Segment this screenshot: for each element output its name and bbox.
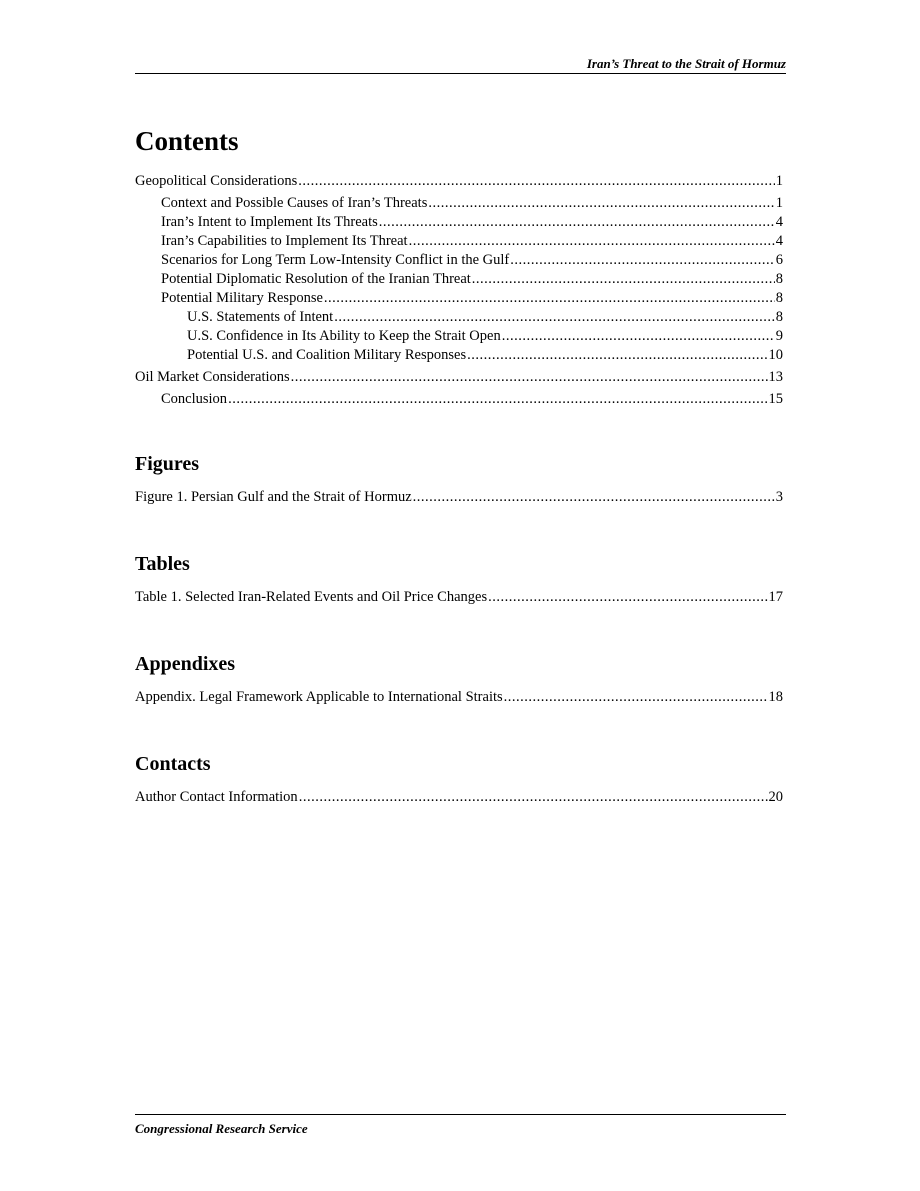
contents-list: [135, 172, 783, 409]
dot-leader: [299, 788, 768, 807]
toc-entry-page: 17: [768, 589, 783, 605]
toc-entry-title: Oil Market Considerations: [135, 369, 290, 385]
dot-leader: [298, 172, 774, 191]
toc-entry-page: 1: [775, 173, 783, 189]
toc-entry-title: Author Contact Information: [135, 789, 298, 805]
toc-entry-table-1[interactable]: [135, 588, 783, 607]
toc-entry-page: 10: [768, 347, 783, 363]
toc-entry-page: 8: [775, 290, 783, 306]
toc-entry-title: Geopolitical Considerations: [135, 173, 298, 189]
toc-entry-irans-capabilities[interactable]: [135, 232, 783, 251]
dot-leader: [510, 251, 774, 270]
toc-entry-title: Conclusion: [161, 391, 228, 407]
toc-entry-geopolitical-considerations[interactable]: [135, 172, 783, 191]
toc-entry-title: Iran’s Intent to Implement Its Threats: [161, 214, 378, 230]
toc-entry-title: Figure 1. Persian Gulf and the Strait of Hormuz: [135, 489, 412, 505]
figures-heading: Figures: [135, 453, 200, 475]
contents-heading: Contents: [135, 126, 239, 156]
toc-entry-title: U.S. Statements of Intent: [187, 309, 334, 325]
toc-entry-title: U.S. Confidence in Its Ability to Keep the Strait Open: [187, 328, 501, 344]
toc-entry-page: 9: [775, 328, 783, 344]
toc-entry-page: 3: [775, 489, 783, 505]
toc-entry-page: 18: [768, 689, 783, 705]
toc-entry-coalition-military-responses[interactable]: [135, 346, 783, 365]
toc-entry-page: 8: [775, 309, 783, 325]
toc-entry-oil-market-considerations[interactable]: [135, 368, 783, 387]
table-of-contents: [135, 124, 783, 807]
running-header: Iran’s Threat to the Strait of Hormuz: [135, 56, 786, 74]
toc-entry-title: Potential U.S. and Coalition Military Responses: [187, 347, 467, 363]
contacts-heading: Contacts: [135, 753, 211, 775]
appendixes-heading: Appendixes: [135, 653, 236, 675]
dot-leader: [504, 688, 768, 707]
toc-entry-scenarios-long-term-conflict[interactable]: [135, 251, 783, 270]
toc-entry-page: 8: [775, 271, 783, 287]
toc-entry-conclusion[interactable]: [135, 390, 783, 409]
tables-list: [135, 588, 783, 607]
figures-list: [135, 488, 783, 507]
toc-entry-diplomatic-resolution[interactable]: [135, 270, 783, 289]
toc-entry-irans-intent[interactable]: [135, 213, 783, 232]
toc-entry-page: 4: [775, 214, 783, 230]
tables-heading: Tables: [135, 553, 190, 575]
dot-leader: [379, 213, 775, 232]
toc-entry-appendix[interactable]: [135, 688, 783, 707]
toc-entry-title: Iran’s Capabilities to Implement Its Threat: [161, 233, 408, 249]
toc-entry-us-statements-of-intent[interactable]: [135, 308, 783, 327]
dot-leader: [413, 488, 775, 507]
toc-entry-page: 13: [768, 369, 783, 385]
toc-entry-page: 15: [768, 391, 783, 407]
toc-entry-title: Potential Military Response: [161, 290, 323, 306]
toc-entry-potential-military-response[interactable]: [135, 289, 783, 308]
toc-entry-context-and-causes[interactable]: [135, 194, 783, 213]
toc-entry-title: Scenarios for Long Term Low-Intensity Conflict in the Gulf: [161, 252, 510, 268]
toc-entry-page: 6: [775, 252, 783, 268]
toc-entry-page: 1: [775, 195, 783, 211]
running-footer: Congressional Research Service: [135, 1114, 786, 1136]
toc-entry-title: Potential Diplomatic Resolution of the Iranian Threat: [161, 271, 471, 287]
toc-entry-page: 20: [768, 789, 783, 805]
appendixes-list: [135, 688, 783, 707]
dot-leader: [291, 368, 768, 387]
toc-entry-us-confidence[interactable]: [135, 327, 783, 346]
dot-leader: [488, 588, 767, 607]
contacts-list: [135, 788, 783, 807]
toc-entry-title: Appendix. Legal Framework Applicable to International Straits: [135, 689, 503, 705]
dot-leader: [472, 270, 775, 289]
toc-entry-page: 4: [775, 233, 783, 249]
dot-leader: [334, 308, 775, 327]
dot-leader: [502, 327, 775, 346]
dot-leader: [324, 289, 775, 308]
toc-entry-figure-1[interactable]: [135, 488, 783, 507]
toc-entry-author-contact[interactable]: [135, 788, 783, 807]
dot-leader: [228, 390, 767, 409]
toc-entry-title: Table 1. Selected Iran-Related Events and Oil Price Changes: [135, 589, 488, 605]
dot-leader: [409, 232, 775, 251]
dot-leader: [428, 194, 774, 213]
toc-entry-title: Context and Possible Causes of Iran’s Threats: [161, 195, 428, 211]
dot-leader: [467, 346, 767, 365]
